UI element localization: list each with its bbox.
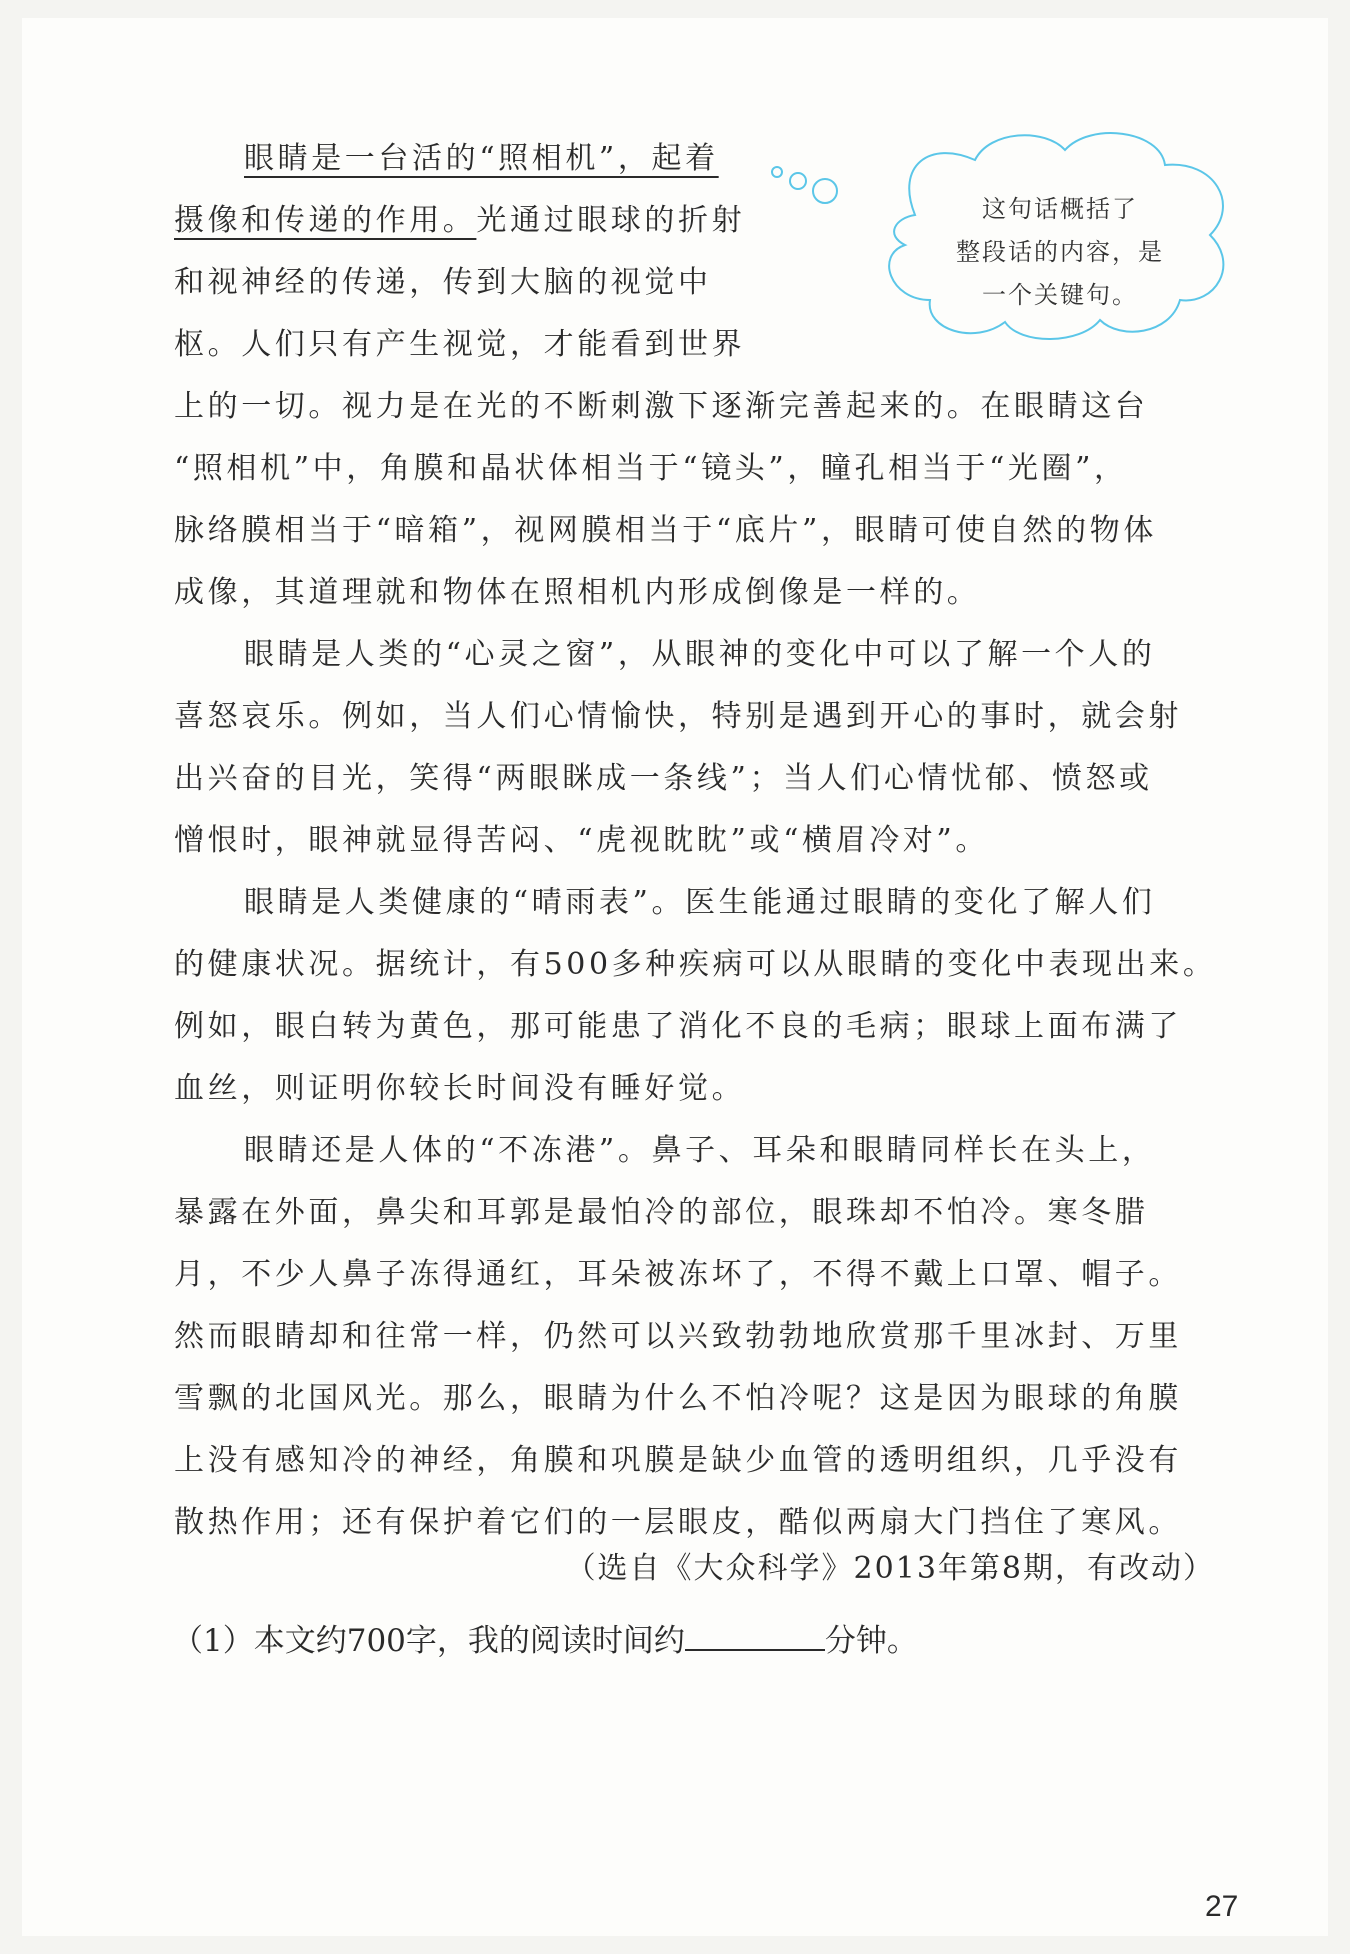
annotation-note xyxy=(935,188,1185,317)
p3-line-3: 例如，眼白转为黄色，那可能患了消化不良的毛病；眼球上面布满了 xyxy=(174,1009,1182,1044)
p3-line-1: 眼睛是人类健康的“晴雨表”。医生能通过眼睛的变化了解人们 xyxy=(244,885,1156,920)
note-line-1: 这句话概括了 xyxy=(982,195,1138,223)
p4-line-2: 暴露在外面，鼻尖和耳郭是最怕冷的部位，眼珠却不怕冷。寒冬腊 xyxy=(174,1195,1149,1230)
intro-line-6: “照相机”中，角膜和晶状体相当于“镜头”，瞳孔相当于“光圈”， xyxy=(174,451,1128,486)
intro-line-3: 和视神经的传递，传到大脑的视觉中 xyxy=(174,265,712,300)
p2-line-3: 出兴奋的目光，笑得“两眼眯成一条线”；当人们心情忧郁、愤怒或 xyxy=(174,761,1153,796)
p4-line-6: 上没有感知冷的神经，角膜和巩膜是缺少血管的透明组织，几乎没有 xyxy=(174,1443,1182,1478)
note-line-3: 一个关键句。 xyxy=(982,281,1138,309)
p4-line-5: 雪飘的北国风光。那么，眼睛为什么不怕冷呢？这是因为眼球的角膜 xyxy=(174,1381,1182,1416)
p3-line-2: 的健康状况。据统计，有500多种疾病可以从眼睛的变化中表现出来。 xyxy=(174,947,1217,982)
question-1-prefix: （1）本文约700字，我的阅读时间约 xyxy=(172,1623,685,1659)
question-1-suffix: 分钟。 xyxy=(824,1623,918,1659)
p4-line-7: 散热作用；还有保护着它们的一层眼皮，酷似两扇大门挡住了寒风。 xyxy=(174,1505,1182,1540)
page-number: 27 xyxy=(1205,1890,1239,1923)
note-line-2: 整段话的内容，是 xyxy=(956,238,1164,266)
p2-line-1: 眼睛是人类的“心灵之窗”，从眼神的变化中可以了解一个人的 xyxy=(244,637,1156,672)
key-sentence-part-b: 摄像和传递的作用。 xyxy=(174,203,477,238)
key-sentence-part-a: 眼睛是一台活的“照相机”，起着 xyxy=(244,141,719,176)
intro-line-7: 脉络膜相当于“暗箱”，视网膜相当于“底片”，眼睛可使自然的物体 xyxy=(174,513,1157,548)
p2-line-4: 憎恨时，眼神就显得苦闷、“虎视眈眈”或“横眉冷对”。 xyxy=(174,823,989,858)
p2-line-2: 喜怒哀乐。例如，当人们心情愉快，特别是遇到开心的事时，就会射 xyxy=(174,699,1182,734)
intro-line-2-rest: 光通过眼球的折射 xyxy=(476,203,746,238)
source-citation: （选自《大众科学》2013年第8期，有改动） xyxy=(565,1551,1215,1586)
question-1 xyxy=(172,1610,918,1672)
intro-line-8: 成像，其道理就和物体在照相机内形成倒像是一样的。 xyxy=(174,575,981,610)
p4-line-4: 然而眼睛却和往常一样，仍然可以兴致勃勃地欣赏那千里冰封、万里 xyxy=(174,1319,1182,1354)
intro-line-4: 枢。人们只有产生视觉，才能看到世界 xyxy=(174,327,746,362)
intro-line-2 xyxy=(174,190,745,252)
p3-line-4: 血丝，则证明你较长时间没有睡好觉。 xyxy=(174,1071,746,1106)
answer-blank[interactable] xyxy=(685,1619,825,1651)
p4-line-3: 月，不少人鼻子冻得通红，耳朵被冻坏了，不得不戴上口罩、帽子。 xyxy=(174,1257,1182,1292)
key-sentence-line-1 xyxy=(244,128,719,190)
intro-line-5: 上的一切。视力是在光的不断刺激下逐渐完善起来的。在眼睛这台 xyxy=(174,389,1149,424)
p4-line-1: 眼睛还是人体的“不冻港”。鼻子、耳朵和眼睛同样长在头上， xyxy=(244,1133,1156,1168)
